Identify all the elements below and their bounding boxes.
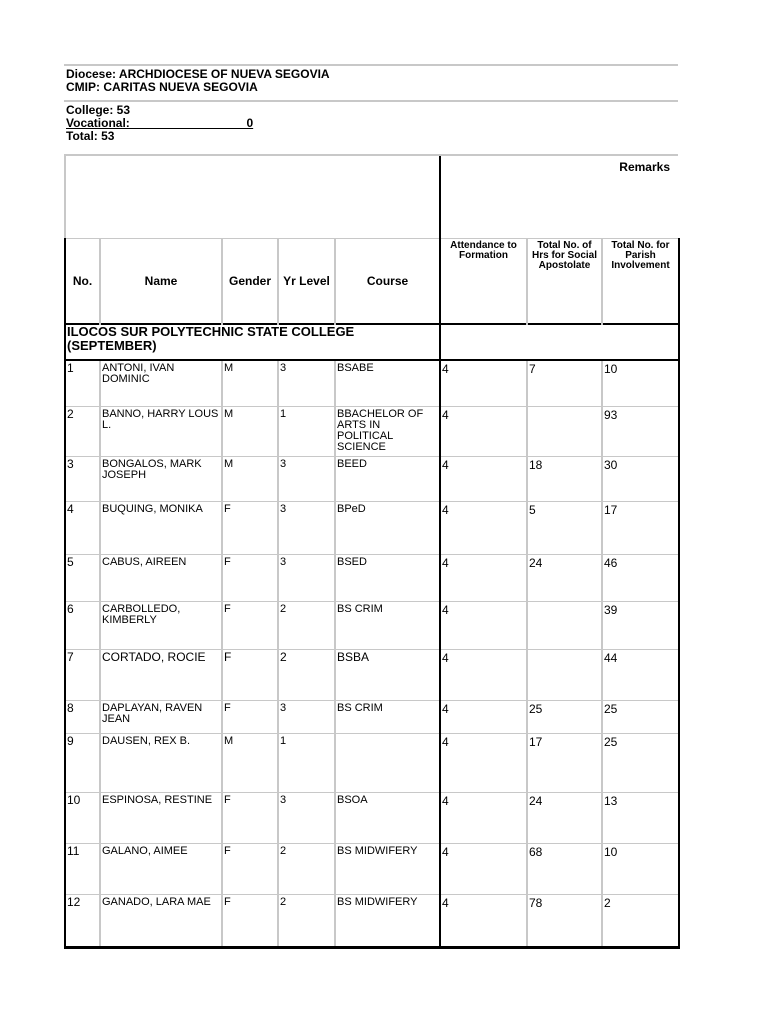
row-yr-level: 2 [278,601,335,649]
col-course: Course [335,239,440,325]
table-row [65,843,679,894]
row-gender: F [222,649,278,700]
row-number: 9 [65,733,100,792]
row-parish: 10 [602,843,679,894]
row-gender: M [222,406,278,456]
row-number: 7 [65,649,100,700]
row-course: BEED [335,456,440,501]
col-yr-level: Yr Level [278,239,335,325]
row-parish: 17 [602,501,679,554]
table-row [65,501,679,554]
row-social-hours: 68 [527,843,602,894]
row-attendance: 4 [440,554,527,601]
row-course [335,733,440,792]
row-attendance: 4 [440,456,527,501]
row-attendance: 4 [440,733,527,792]
row-yr-level: 3 [278,792,335,843]
row-yr-level: 3 [278,456,335,501]
row-parish: 13 [602,792,679,843]
row-parish: 10 [602,360,679,406]
row-yr-level: 3 [278,700,335,733]
row-yr-level: 1 [278,733,335,792]
table-row [65,360,679,406]
row-number: 11 [65,843,100,894]
row-yr-level: 3 [278,554,335,601]
section-name: ILOCOS SUR POLYTECHNIC STATE COLLEGE (SEPTEMBER) [65,324,440,360]
row-number: 8 [65,700,100,733]
section-row [65,324,679,360]
row-number: 5 [65,554,100,601]
col-attendance: Attendance to Formation [440,239,527,325]
row-name: BONGALOS, MARK JOSEPH [100,456,222,501]
row-gender: F [222,843,278,894]
col-social-hours: Total No. of Hrs for Social Apostolate [527,239,602,325]
row-course: BSED [335,554,440,601]
col-gender: Gender [222,239,278,325]
row-social-hours: 5 [527,501,602,554]
row-yr-level: 3 [278,501,335,554]
row-social-hours: 24 [527,554,602,601]
row-attendance: 4 [440,700,527,733]
row-gender: M [222,456,278,501]
row-name: BANNO, HARRY LOUS L. [100,406,222,456]
table-row [65,554,679,601]
row-attendance: 4 [440,501,527,554]
row-attendance: 4 [440,843,527,894]
row-gender: F [222,792,278,843]
row-parish: 25 [602,733,679,792]
diocese-label: Diocese: ARCHDIOCESE OF NUEVA SEGOVIA [66,67,330,81]
row-name: CORTADO, ROCIE [100,649,222,700]
row-yr-level: 1 [278,406,335,456]
row-course: BS MIDWIFERY [335,843,440,894]
row-social-hours: 18 [527,456,602,501]
row-name: ESPINOSA, RESTINE [100,792,222,843]
totals-header [64,100,678,154]
row-course: BBACHELOR OF ARTS IN POLITICAL SCIENCE [335,406,440,456]
row-name: GANADO, LARA MAE [100,894,222,947]
row-name: GALANO, AIMEE [100,843,222,894]
row-gender: F [222,601,278,649]
section-blank [440,324,679,360]
row-parish: 46 [602,554,679,601]
row-yr-level: 2 [278,894,335,947]
remarks-divider [439,156,441,238]
diocese-header [64,64,678,100]
row-parish: 44 [602,649,679,700]
row-name: CARBOLLEDO, KIMBERLY [100,601,222,649]
row-attendance: 4 [440,360,527,406]
remarks-label: Remarks [619,160,670,174]
row-course: BSABE [335,360,440,406]
report-sheet [64,64,678,949]
row-attendance: 4 [440,894,527,947]
row-course: BS CRIM [335,601,440,649]
row-attendance: 4 [440,406,527,456]
row-number: 3 [65,456,100,501]
row-gender: F [222,501,278,554]
table-row [65,456,679,501]
row-parish: 2 [602,894,679,947]
row-course: BS CRIM [335,700,440,733]
table-row [65,601,679,649]
total-count: Total: 53 [66,129,115,143]
row-number: 2 [65,406,100,456]
column-header-row [65,239,679,325]
row-course: BS MIDWIFERY [335,894,440,947]
row-course: BSOA [335,792,440,843]
row-name: DAUSEN, REX B. [100,733,222,792]
table-row [65,700,679,733]
table-row [65,406,679,456]
col-name: Name [100,239,222,325]
row-name: DAPLAYAN, RAVEN JEAN [100,700,222,733]
col-no: No. [65,239,100,325]
row-course: BSBA [335,649,440,700]
row-gender: M [222,733,278,792]
row-parish: 30 [602,456,679,501]
table-row [65,733,679,792]
row-number: 1 [65,360,100,406]
students-table [64,238,680,949]
row-social-hours: 78 [527,894,602,947]
row-number: 12 [65,894,100,947]
row-name: CABUS, AIREEN [100,554,222,601]
row-social-hours [527,406,602,456]
row-gender: M [222,360,278,406]
row-attendance: 4 [440,601,527,649]
row-social-hours [527,649,602,700]
row-course: BPeD [335,501,440,554]
vocational-count: Vocational: 0 [66,116,254,130]
row-name: ANTONI, IVAN DOMINIC [100,360,222,406]
table-row [65,649,679,700]
college-count: College: 53 [66,103,131,117]
row-number: 10 [65,792,100,843]
row-social-hours: 7 [527,360,602,406]
row-parish: 39 [602,601,679,649]
row-social-hours: 17 [527,733,602,792]
row-social-hours: 24 [527,792,602,843]
table-row [65,792,679,843]
row-yr-level: 2 [278,649,335,700]
row-attendance: 4 [440,649,527,700]
row-gender: F [222,554,278,601]
row-yr-level: 3 [278,360,335,406]
row-parish: 25 [602,700,679,733]
row-yr-level: 2 [278,843,335,894]
remarks-area [64,154,678,238]
table-row [65,894,679,947]
row-gender: F [222,894,278,947]
row-gender: F [222,700,278,733]
row-parish: 93 [602,406,679,456]
row-social-hours [527,601,602,649]
row-number: 4 [65,501,100,554]
row-attendance: 4 [440,792,527,843]
col-parish: Total No. for Parish Involvement [602,239,679,325]
row-social-hours: 25 [527,700,602,733]
row-name: BUQUING, MONIKA [100,501,222,554]
cmip-label: CMIP: CARITAS NUEVA SEGOVIA [66,80,258,94]
row-number: 6 [65,601,100,649]
